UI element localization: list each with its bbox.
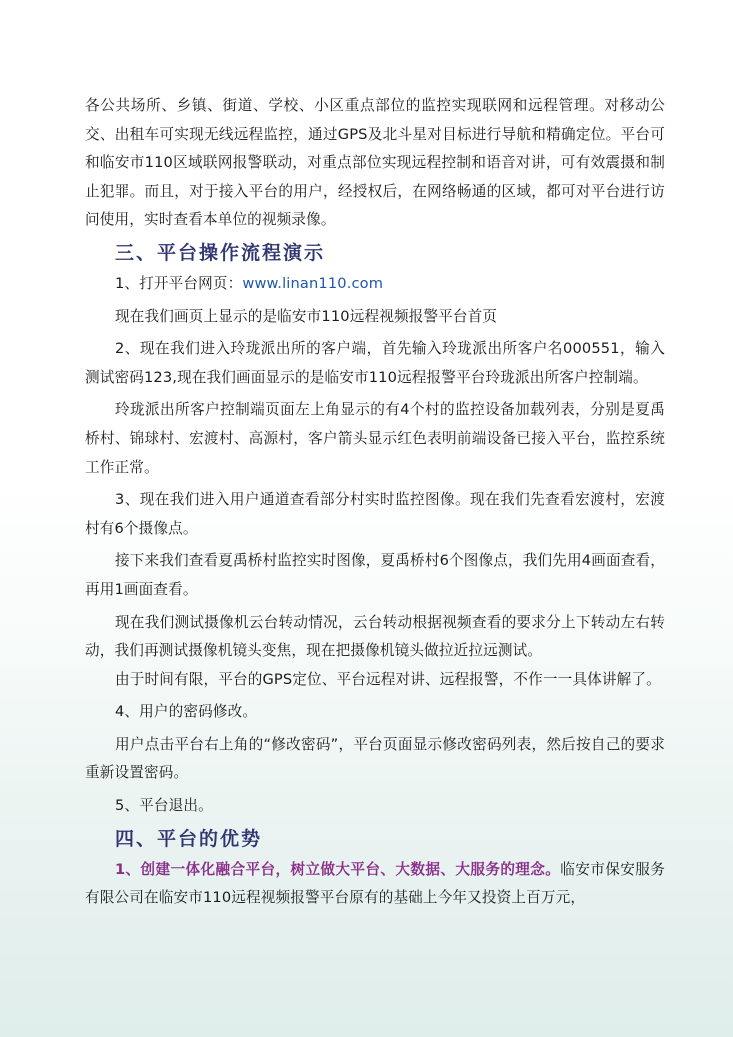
paragraph-homepage: 现在我们画页上显示的是临安市110远程视频报警平台首页 [115,307,498,325]
section-heading-3: 三、平台操作流程演示 [115,241,326,264]
advantage-1-title: 1、创建一体化融合平台，树立做大平台、大数据、大服务的理念。 [115,860,561,878]
advantage-1 [85,856,665,913]
step-1-text: 1、打开平台网页： [115,274,243,292]
paragraph-xiayu: 接下来我们查看夏禹桥村监控实时图像，夏禹桥村6个图像点，我们先用4画面查看，再用1画面查看。 [85,552,665,598]
section-heading-4: 四、平台的优势 [115,827,263,850]
paragraph-time: 由于时间有限，平台的GPS定位、平台远程对讲、远程报警，不作一一具体讲解了。 [115,670,661,688]
advantage-1-text: 临安市保安服务有限公司在临安市110远程视频报警平台原有的基础上今年又投资上百万元， [85,860,665,907]
paragraph-password: 用户点击平台右上角的“修改密码”，平台页面显示修改密码列表，然后按自己的要求重新设置密码。 [85,735,665,782]
step-2: 2、现在我们进入玲珑派出所的客户端，首先输入玲珑派出所客户名000551，输入测试密码123,现在我们画面显示的是临安市110远程报警平台玲珑派出所客户控制端。 [85,340,665,386]
paragraph-intro: 各公共场所、乡镇、街道、学校、小区重点部位的监控实现联网和远程管理。对移动公交、出租车可实现无线远程监控，通过GPS及北斗星对目标进行导航和精确定位。平台可和临安市110区域联网报警联动，对重点部位实现远程控制和语音对讲，可有效震摄和制止犯罪。而且，对于接入平台的用户，经授权后，在网络畅通的区域，都可对平台进行访问使用，实时查看本单位的视频录像。 [85,97,665,229]
step-5: 5、平台退出。 [115,797,213,815]
platform-url-link[interactable]: www.linan110.com [242,274,384,292]
document-page [85,92,665,913]
paragraph-ptz: 现在我们测试摄像机云台转动情况，云台转动根据视频查看的要求分上下转动左右转动，我们再测试摄像机镜头变焦，现在把摄像机镜头做拉近拉远测试。 [85,613,665,660]
step-3: 3、现在我们进入用户通道查看部分村实时监控图像。现在我们先查看宏渡村，宏渡村有6个摄像点。 [85,491,665,537]
step-4: 4、用户的密码修改。 [115,703,258,721]
paragraph-client: 玲珑派出所客户控制端页面左上角显示的有4个村的监控设备加载列表，分别是夏禹桥村、锦球村、宏渡村、高源村，客户箭头显示红色表明前端设备已接入平台，监控系统工作正常。 [85,401,665,476]
step-1 [85,270,665,299]
